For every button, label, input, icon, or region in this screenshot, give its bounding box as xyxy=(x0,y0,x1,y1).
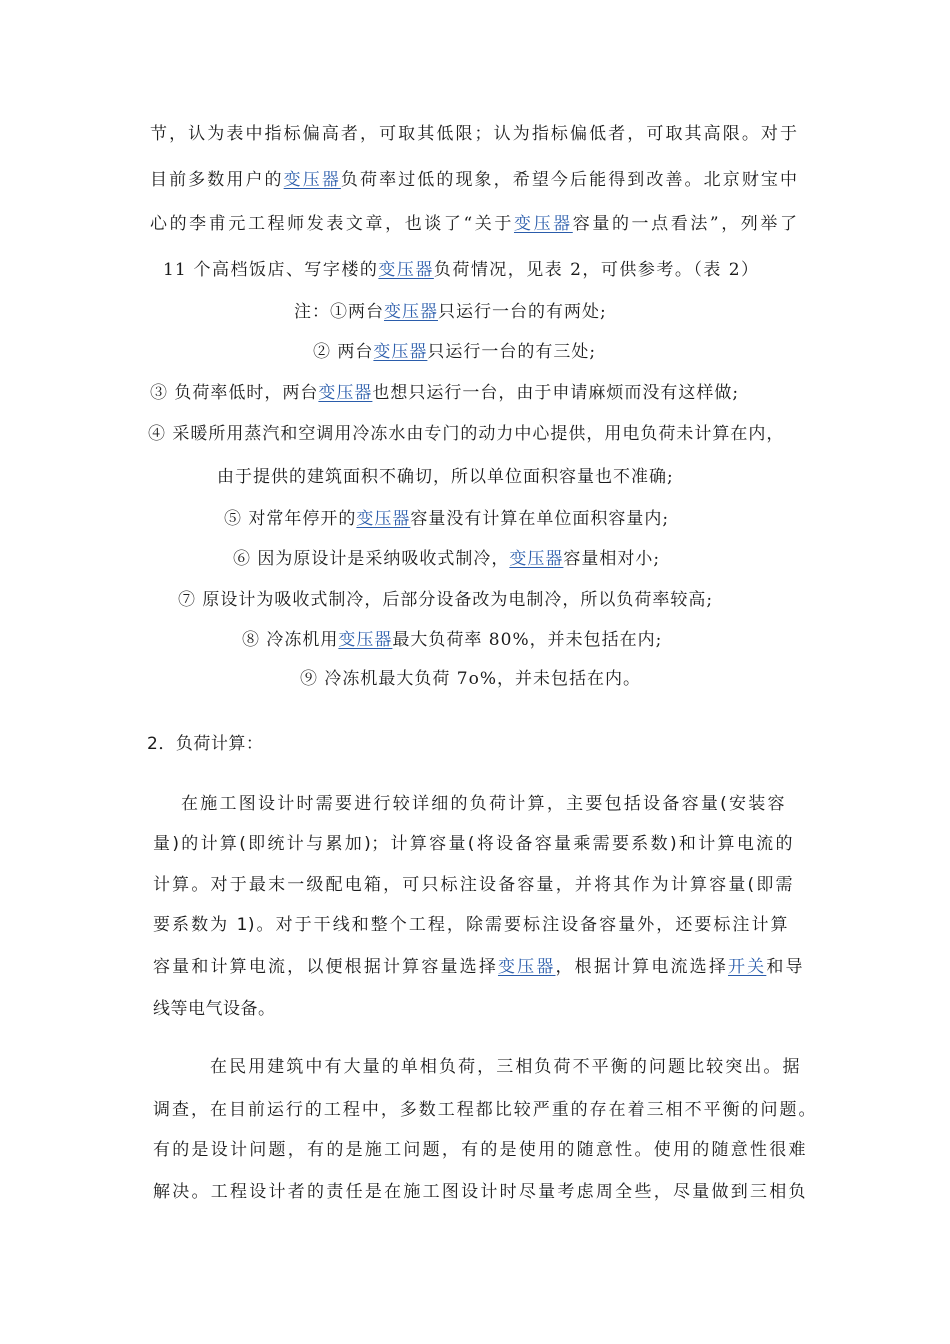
text-segment: 要系数为 1)。对于干线和整个工程，除需要标注设备容量外，还要标注计算 xyxy=(153,915,788,935)
text-line xyxy=(153,832,793,856)
text-line xyxy=(233,547,660,571)
text-line xyxy=(294,300,607,324)
text-line xyxy=(163,258,759,282)
text-line xyxy=(150,212,798,236)
term-link[interactable]: 变压器 xyxy=(373,342,428,362)
section-heading xyxy=(147,732,263,756)
text-segment: 最大负荷率 80%，并未包括在内; xyxy=(392,630,663,650)
text-line xyxy=(217,465,674,489)
text-segment: 心的李甫元工程师发表文章，也谈了“关于 xyxy=(150,214,514,234)
text-segment: 负荷率过低的现象，希望今后能得到改善。北京财宝中 xyxy=(340,170,799,190)
text-segment: 有的是设计问题，有的是施工问题，有的是使用的随意性。使用的随意性很难 xyxy=(153,1140,806,1160)
term-link[interactable]: 变压器 xyxy=(384,302,438,322)
text-line xyxy=(150,122,798,146)
term-link[interactable]: 变压器 xyxy=(513,214,573,234)
term-link[interactable]: 开关 xyxy=(728,957,767,977)
text-segment: 由于提供的建筑面积不确切，所以单位面积容量也不准确; xyxy=(217,467,674,487)
text-segment: 在施工图设计时需要进行较详细的负荷计算，主要包括设备容量(安装容 xyxy=(181,794,785,814)
text-segment: 容量的一点看法”，列举了 xyxy=(572,214,798,234)
text-segment: 节，认为表中指标偏高者，可取其低限；认为指标偏低者，可取其高限。对于 xyxy=(150,124,798,144)
text-line xyxy=(150,381,739,405)
text-segment: 调查，在目前运行的工程中，多数工程都比较严重的存在着三相不平衡的问题。 xyxy=(153,1100,816,1120)
text-segment: ，根据计算电流选择 xyxy=(555,957,728,977)
text-segment: ⑦ 原设计为吸收式制冷，后部分设备改为电制冷，所以负荷率较高; xyxy=(178,590,714,610)
text-segment: ⑥ 因为原设计是采纳吸收式制冷， xyxy=(233,549,510,569)
text-segment: 只运行一台的有两处; xyxy=(438,302,607,322)
term-link[interactable]: 变压器 xyxy=(338,630,393,650)
text-line xyxy=(242,628,662,652)
text-segment: 在民用建筑中有大量的单相负荷，三相负荷不平衡的问题比较突出。据 xyxy=(210,1057,800,1077)
text-segment: 目前多数用户的 xyxy=(150,170,284,190)
text-line xyxy=(313,340,596,364)
text-segment: 量)的计算(即统计与累加)；计算容量(将设备容量乘需要系数)和计算电流的 xyxy=(153,834,793,854)
term-link[interactable]: 变压器 xyxy=(509,549,564,569)
text-line xyxy=(181,792,785,816)
text-segment: 容量相对小; xyxy=(563,549,661,569)
text-segment: ⑨ 冷冻机最大负荷 7o%，并未包括在内。 xyxy=(300,669,642,689)
text-segment: 解决。工程设计者的责任是在施工图设计时尽量考虑周全些，尽量做到三相负 xyxy=(153,1182,806,1202)
term-link[interactable]: 变压器 xyxy=(318,383,373,403)
term-link[interactable]: 变压器 xyxy=(378,260,434,280)
text-segment: ③ 负荷率低时，两台 xyxy=(150,383,319,403)
text-line xyxy=(153,913,788,937)
text-segment: 线等电气设备。 xyxy=(153,999,276,1019)
term-link[interactable]: 变压器 xyxy=(283,170,341,190)
text-line xyxy=(224,507,669,531)
text-segment: 和导 xyxy=(766,957,804,977)
text-segment: 容量和计算电流，以便根据计算容量选择 xyxy=(153,957,498,977)
text-segment: ④ 采暖所用蒸汽和空调用冷冻水由专门的动力中心提供，用电负荷未计算在内， xyxy=(148,424,785,444)
text-line xyxy=(148,422,784,446)
text-line xyxy=(153,1138,806,1162)
text-segment: 容量没有计算在单位面积容量内; xyxy=(410,509,670,529)
text-segment: ② 两台 xyxy=(313,342,374,362)
text-line xyxy=(153,1098,816,1122)
text-line xyxy=(150,168,798,192)
text-line xyxy=(153,997,276,1021)
text-segment: 2．负荷计算： xyxy=(147,734,264,754)
text-segment: 11 个高档饭店、写字楼的 xyxy=(163,260,379,280)
text-line xyxy=(153,1180,806,1204)
term-link[interactable]: 变压器 xyxy=(498,957,556,977)
text-segment: ⑤ 对常年停开的 xyxy=(224,509,357,529)
text-segment: 只运行一台的有三处; xyxy=(427,342,597,362)
term-link[interactable]: 变压器 xyxy=(356,509,411,529)
text-line xyxy=(210,1055,800,1079)
text-segment: 注：①两台 xyxy=(294,302,384,322)
text-segment: 也想只运行一台，由于申请麻烦而没有这样做; xyxy=(372,383,740,403)
text-line xyxy=(300,667,641,691)
text-line xyxy=(178,588,713,612)
text-line xyxy=(153,955,803,979)
text-line xyxy=(153,873,793,897)
text-segment: 负荷情况，见表 2，可供参考。（表 2） xyxy=(433,260,759,280)
text-segment: 计算。对于最末一级配电箱，可只标注设备容量，并将其作为计算容量(即需 xyxy=(153,875,793,895)
text-segment: ⑧ 冷冻机用 xyxy=(242,630,339,650)
